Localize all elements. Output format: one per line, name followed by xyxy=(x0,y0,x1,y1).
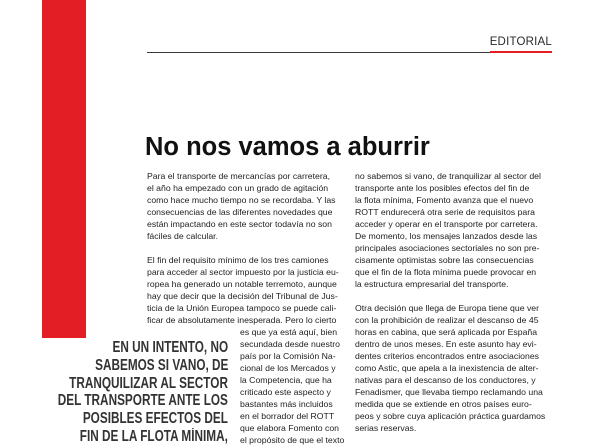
pull-quote-text: POSIBLES EFECTOS DEL xyxy=(82,410,228,428)
pull-quote xyxy=(0,339,228,446)
red-accent-bar xyxy=(42,0,86,338)
pull-quote-text: FIN DE LA FLOTA MÍNIMA, xyxy=(79,427,228,445)
text-line: ropea ha generado un notable terremoto, aunque xyxy=(147,279,337,289)
text-line: Para el transporte de mercancías por carretera, xyxy=(147,171,331,181)
text-line: como Astic, que apela a la inexistencia de alter- xyxy=(355,363,539,373)
text-line: Otra decisión que llega de Europa tiene que ver xyxy=(355,303,540,313)
text-line: como hace mucho tiempo no se recordaba. Y las xyxy=(147,195,336,205)
pull-quote-text: SABEMOS SI VANO, DE xyxy=(94,356,228,374)
text-line: horas en cabina, que será aplicada por España xyxy=(355,327,538,337)
text-line: serias reservas. xyxy=(355,423,417,433)
text-line: la estructura empresarial del transporte. xyxy=(355,279,509,289)
section-label-underline xyxy=(490,51,552,53)
text-line: para acceder al sector impuesto por la justicia eu- xyxy=(147,267,339,277)
text-line: la flota mínima, Fomento avanza que el nuevo xyxy=(355,195,534,205)
text-line: cisamente optimistas sobre las consecuencias xyxy=(355,255,534,265)
pull-quote-text: EN UN INTENTO, NO xyxy=(112,339,228,356)
text-line: De momento, los mensajes lanzados desde las xyxy=(355,231,538,241)
pull-quote-text: DEL TRANSPORTE ANTE LOS xyxy=(57,392,228,410)
text-line: están impactando en este sector todavía no son xyxy=(147,219,332,229)
text-line: peos y sobre cuya aplicación práctica guardamos xyxy=(355,411,546,421)
text-line: El fin del requisito mínimo de los tres camiones xyxy=(147,255,329,265)
text-line: ticia de la Unión Europea tampoco se puede cali- xyxy=(147,303,337,313)
paragraph xyxy=(147,254,344,326)
text-line: nativas para el descanso de los conductores, y xyxy=(355,375,536,385)
body-column-1 xyxy=(147,170,344,326)
text-line: bastantes más incluidos xyxy=(240,399,333,409)
text-line: que el fin de la flota mínima puede provocar en xyxy=(355,267,537,277)
paragraph xyxy=(147,170,344,242)
text-line: cional de los Mercados y xyxy=(240,363,336,373)
text-line: país por la Comisión Na- xyxy=(240,351,336,361)
text-line: la Competencia, que ha xyxy=(240,375,332,385)
pull-quote-line xyxy=(0,410,228,428)
text-line: hay que decir que la decisión del Tribunal de Jus- xyxy=(147,291,338,301)
text-line: en el borrador del ROTT xyxy=(240,411,335,421)
text-line: consecuencias de las diferentes novedades que xyxy=(147,207,333,217)
text-line: el año ha empezado con un grado de agitación xyxy=(147,183,329,193)
paragraph xyxy=(240,326,344,446)
text-line: el propósito de que el texto xyxy=(240,435,345,445)
text-line: ficar de absolutamente inesperada. Pero lo cierto xyxy=(147,315,337,325)
text-line: principales asociaciones sectoriales no son pre- xyxy=(355,243,540,253)
text-line: transporte ante los posibles efectos del fin de xyxy=(355,183,530,193)
text-line: medida que se extiende en otros países euro- xyxy=(355,399,532,409)
article-title: No nos vamos a aburrir xyxy=(145,133,430,161)
pull-quote-text: TRANQUILIZAR AL SECTOR xyxy=(69,374,228,392)
text-line: ROTT endurecerá otra serie de requisitos para xyxy=(355,207,535,217)
text-line: dentes criterios encontrados entre asociaciones xyxy=(355,351,539,361)
body-column-2 xyxy=(355,170,552,434)
text-line: es que ya está aquí, bien xyxy=(240,327,338,337)
text-line: Fenadismer, que llevaba tiempo reclamando una xyxy=(355,387,543,397)
text-line: acceder y operar en el transporte por carretera. xyxy=(355,219,538,229)
text-line: que elabora Fomento con xyxy=(240,423,340,433)
text-line: con la prohibición de realizar el descanso de 45 xyxy=(355,315,539,325)
text-line: fáciles de calcular. xyxy=(147,231,218,241)
text-line: dentro de unos meses. En este asunto hay evi- xyxy=(355,339,537,349)
text-line: criticado este aspecto y xyxy=(240,387,331,397)
paragraph xyxy=(355,170,552,290)
pull-quote-line xyxy=(0,339,228,357)
paragraph xyxy=(355,302,552,434)
pull-quote-line xyxy=(0,392,228,410)
body-column-1-continued xyxy=(240,326,344,446)
text-line: secundada desde nuestro xyxy=(240,339,340,349)
pull-quote-line xyxy=(0,375,228,393)
pull-quote-line xyxy=(0,357,228,375)
section-label: EDITORIAL xyxy=(489,36,552,48)
text-line: no sabemos si vano, de tranquilizar al sector del xyxy=(355,171,541,181)
pull-quote-line xyxy=(0,428,228,446)
